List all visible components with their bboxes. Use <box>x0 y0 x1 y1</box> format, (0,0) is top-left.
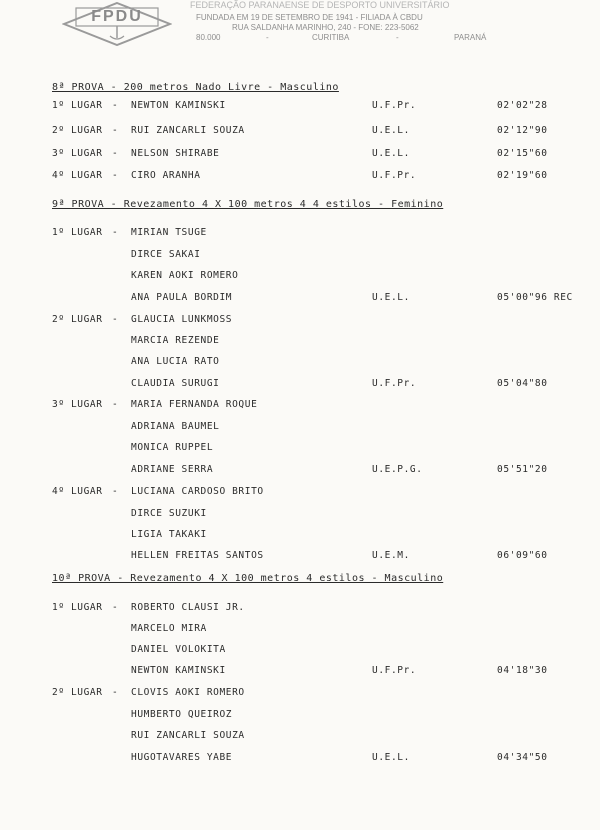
result-row <box>0 687 600 701</box>
event-heading: 8ª PROVA - 200 metros Nado Livre - Masculino <box>52 82 339 93</box>
result-time: 02'19"60 <box>497 170 548 181</box>
place-label: 3º LUGAR <box>52 148 103 159</box>
result-row <box>0 170 600 184</box>
result-row <box>0 148 600 162</box>
letterhead-federation-name: FEDERAÇÃO PARANAENSE DE DESPORTO UNIVERSITÁRIO <box>190 0 450 10</box>
letterhead-dash: - <box>396 33 399 42</box>
athlete-name: ADRIANA BAUMEL <box>131 421 220 432</box>
athlete-name: HUGOTAVARES YABE <box>131 752 233 763</box>
result-row <box>0 486 600 500</box>
club-name: U.F.Pr. <box>372 170 417 181</box>
separator: - <box>112 314 119 325</box>
athlete-name: KAREN AOKI ROMERO <box>131 270 239 281</box>
athlete-name: MARIA FERNANDA ROQUE <box>131 399 258 410</box>
result-time: 05'04"80 <box>497 378 548 389</box>
separator: - <box>112 100 119 111</box>
fpdu-logo <box>62 2 172 46</box>
athlete-name: CLOVIS AOKI ROMERO <box>131 687 245 698</box>
athlete-name: DANIEL VOLOKITA <box>131 644 226 655</box>
event-heading: 10ª PROVA - Revezamento 4 X 100 metros 4 estilos - Masculino <box>52 573 444 584</box>
place-label: 4º LUGAR <box>52 170 103 181</box>
athlete-name: RUI ZANCARLI SOUZA <box>131 125 245 136</box>
athlete-name: CLAUDIA SURUGI <box>131 378 220 389</box>
place-label: 1º LUGAR <box>52 602 103 613</box>
result-time: 04'18"30 <box>497 665 548 676</box>
separator: - <box>112 486 119 497</box>
logo-text: FPDU <box>91 8 143 25</box>
separator: - <box>112 170 119 181</box>
result-row <box>0 421 600 435</box>
athlete-name: HELLEN FREITAS SANTOS <box>131 550 264 561</box>
result-row <box>0 665 600 679</box>
athlete-name: NEWTON KAMINSKI <box>131 100 226 111</box>
separator: - <box>112 148 119 159</box>
athlete-name: CIRO ARANHA <box>131 170 201 181</box>
athlete-name: HUMBERTO QUEIROZ <box>131 709 233 720</box>
result-row <box>0 602 600 616</box>
athlete-name: MARCELO MIRA <box>131 623 207 634</box>
result-row <box>0 550 600 564</box>
athlete-name: DIRCE SAKAI <box>131 249 201 260</box>
separator: - <box>112 227 119 238</box>
result-row <box>0 270 600 284</box>
result-time: 04'34"50 <box>497 752 548 763</box>
place-label: 1º LUGAR <box>52 227 103 238</box>
result-row <box>0 227 600 241</box>
result-row <box>0 529 600 543</box>
place-label: 2º LUGAR <box>52 687 103 698</box>
athlete-name: MONICA RUPPEL <box>131 442 214 453</box>
club-name: U.E.P.G. <box>372 464 423 475</box>
athlete-name: MIRIAN TSUGE <box>131 227 207 238</box>
letterhead-city: CURITIBA <box>312 33 350 42</box>
letterhead-state: PARANÁ <box>454 33 487 42</box>
athlete-name: LIGIA TAKAKI <box>131 529 207 540</box>
athlete-name: ANA LUCIA RATO <box>131 356 220 367</box>
athlete-name: MARCIA REZENDE <box>131 335 220 346</box>
separator: - <box>112 602 119 613</box>
result-time: 05'51"20 <box>497 464 548 475</box>
result-row <box>0 644 600 658</box>
letterhead-address: RUA SALDANHA MARINHO, 240 - FONE: 223-5062 <box>232 23 419 32</box>
result-row <box>0 100 600 114</box>
athlete-name: DIRCE SUZUKI <box>131 508 207 519</box>
club-name: U.E.L. <box>372 752 410 763</box>
result-row <box>0 292 600 306</box>
letterhead-founded: FUNDADA EM 19 DE SETEMBRO DE 1941 - FILIADA À CBDU <box>196 13 423 22</box>
event-heading: 9ª PROVA - Revezamento 4 X 100 metros 4 4 estilos - Feminino <box>52 199 444 210</box>
athlete-name: NELSON SHIRABE <box>131 148 220 159</box>
result-row <box>0 378 600 392</box>
result-row <box>0 249 600 263</box>
athlete-name: GLAUCIA LUNKMOSS <box>131 314 233 325</box>
place-label: 1º LUGAR <box>52 100 103 111</box>
athlete-name: ANA PAULA BORDIM <box>131 292 233 303</box>
result-row <box>0 314 600 328</box>
athlete-name: NEWTON KAMINSKI <box>131 665 226 676</box>
result-time: 02'15"60 <box>497 148 548 159</box>
athlete-name: ROBERTO CLAUSI JR. <box>131 602 245 613</box>
club-name: U.E.L. <box>372 125 410 136</box>
letterhead-dash: - <box>266 33 269 42</box>
separator: - <box>112 399 119 410</box>
club-name: U.F.Pr. <box>372 378 417 389</box>
result-time: 02'02"28 <box>497 100 548 111</box>
result-row <box>0 623 600 637</box>
club-name: U.E.L. <box>372 292 410 303</box>
club-name: U.F.Pr. <box>372 665 417 676</box>
club-name: U.E.L. <box>372 148 410 159</box>
result-row <box>0 752 600 766</box>
result-row <box>0 399 600 413</box>
athlete-name: LUCIANA CARDOSO BRITO <box>131 486 264 497</box>
result-time: 06'09"60 <box>497 550 548 561</box>
result-time: 02'12"90 <box>497 125 548 136</box>
athlete-name: RUI ZANCARLI SOUZA <box>131 730 245 741</box>
place-label: 2º LUGAR <box>52 125 103 136</box>
result-row <box>0 125 600 139</box>
place-label: 4º LUGAR <box>52 486 103 497</box>
separator: - <box>112 125 119 136</box>
result-row <box>0 442 600 456</box>
result-row <box>0 464 600 478</box>
club-name: U.F.Pr. <box>372 100 417 111</box>
result-row <box>0 335 600 349</box>
place-label: 3º LUGAR <box>52 399 103 410</box>
letterhead-cep: 80.000 <box>196 33 221 42</box>
club-name: U.E.M. <box>372 550 410 561</box>
result-row <box>0 730 600 744</box>
result-row <box>0 508 600 522</box>
result-row <box>0 356 600 370</box>
place-label: 2º LUGAR <box>52 314 103 325</box>
athlete-name: ADRIANE SERRA <box>131 464 214 475</box>
separator: - <box>112 687 119 698</box>
result-time: 05'00"96 REC <box>497 292 573 303</box>
result-row <box>0 709 600 723</box>
